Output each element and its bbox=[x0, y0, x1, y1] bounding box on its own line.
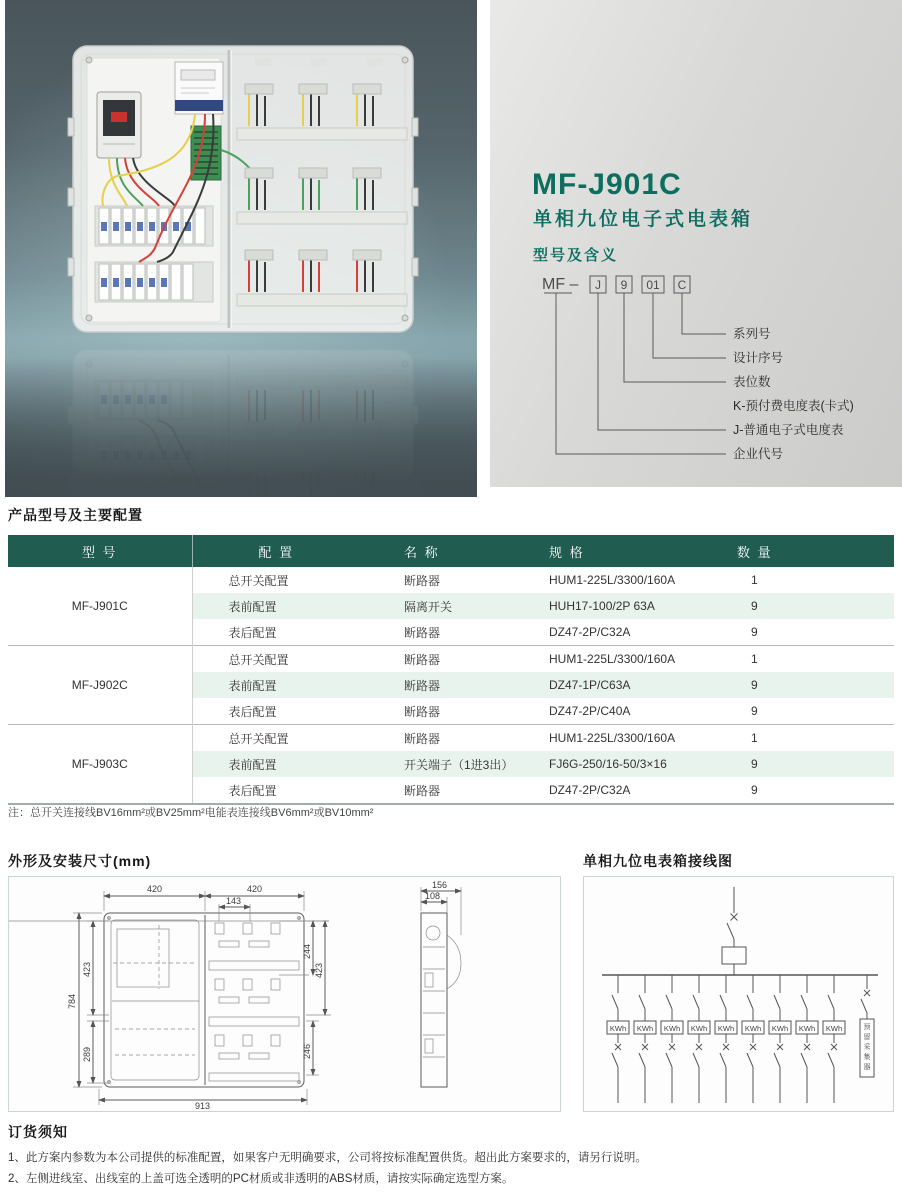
code-label-series: 系列号 bbox=[733, 327, 771, 341]
meter-label: KWh bbox=[690, 1024, 708, 1033]
meter-branch bbox=[796, 975, 818, 1103]
product-photo bbox=[5, 0, 477, 497]
qty-cell: 9 bbox=[751, 704, 758, 718]
ordering-notes bbox=[8, 1148, 647, 1190]
config-cell: 表前配置 bbox=[192, 593, 402, 619]
code-box-01: 01 bbox=[646, 278, 660, 292]
code-label-j-type: J-普通电子式电度表 bbox=[733, 423, 844, 437]
dimensions-svg bbox=[9, 877, 560, 1111]
meter-label: KWh bbox=[636, 1024, 654, 1033]
col-header-model: 型 号 bbox=[8, 535, 192, 567]
spec-cell: DZ47-1P/C63A bbox=[547, 672, 737, 698]
code-prefix: MF – bbox=[542, 276, 579, 293]
config-table-body bbox=[8, 567, 894, 804]
table-row bbox=[8, 725, 894, 752]
spec-cell: DZ47-2P/C40A bbox=[549, 704, 631, 718]
dim-left-overall: 784 bbox=[67, 993, 77, 1009]
qty-cell: 9 bbox=[751, 625, 758, 639]
qty-cell: 1 bbox=[737, 725, 894, 752]
meter-label: KWh bbox=[744, 1024, 762, 1033]
code-box-J: J bbox=[595, 278, 601, 292]
model-cell: MF-J903C bbox=[8, 725, 192, 805]
ordering-note-1: 1、此方案内参数为本公司提供的标准配置，如果客户无明确要求，公司将按标准配置供货。超出此方案要求的，请另行说明。 bbox=[8, 1152, 647, 1164]
col-header-spec: 规 格 bbox=[547, 535, 737, 567]
meter-branch bbox=[769, 975, 791, 1103]
dim-side-body: 108 bbox=[425, 891, 441, 901]
ordering-note-2: 2、左侧进线室、出线室的上盖可选全透明的PC材质或非透明的ABS材质，请按实际确定选型方案。 bbox=[8, 1173, 514, 1185]
qty-cell: 9 bbox=[751, 783, 758, 797]
dimensions-section-title: 外形及安装尺寸(mm) bbox=[8, 853, 152, 869]
dim-bottom: 913 bbox=[195, 1101, 211, 1111]
config-cell: 总开关配置 bbox=[192, 646, 402, 673]
model-code-diagram bbox=[530, 268, 890, 473]
name-cell: 开关端子（1进3出） bbox=[402, 751, 547, 777]
col-header-qty: 数 量 bbox=[737, 535, 894, 567]
name-cell: 断路器 bbox=[404, 625, 441, 640]
meter-branch bbox=[823, 975, 845, 1103]
wiring-diagram bbox=[583, 876, 894, 1112]
meter-label: KWh bbox=[663, 1024, 681, 1033]
qty-cell: 1 bbox=[751, 573, 758, 587]
spec-cell: FJ6G-250/16-50/3×16 bbox=[547, 751, 737, 777]
meter-branch bbox=[688, 975, 710, 1103]
model-cell: MF-J901C bbox=[8, 567, 192, 646]
dim-top-right: 420 bbox=[247, 884, 263, 894]
qty-cell: 1 bbox=[737, 646, 894, 673]
col-header-name: 名 称 bbox=[402, 535, 547, 567]
config-cell: 表前配置 bbox=[192, 672, 402, 698]
table-header-row bbox=[8, 535, 894, 567]
wiring-section-title: 单相九位电表箱接线图 bbox=[583, 853, 733, 869]
meter-label: KWh bbox=[771, 1024, 789, 1033]
name-cell: 断路器 bbox=[404, 573, 441, 588]
name-cell: 断路器 bbox=[402, 646, 547, 673]
spec-cell: DZ47-2P/C32A bbox=[549, 783, 631, 797]
config-section-title: 产品型号及主要配置 bbox=[8, 507, 143, 523]
code-box-9: 9 bbox=[620, 278, 628, 292]
meter-branch bbox=[607, 975, 629, 1103]
table-row bbox=[8, 646, 894, 673]
meter-label: KWh bbox=[798, 1024, 816, 1033]
config-cell: 表后配置 bbox=[228, 704, 277, 719]
name-cell: 断路器 bbox=[404, 704, 441, 719]
dim-side-depth: 156 bbox=[432, 880, 448, 890]
collector-label: 预留采集器 bbox=[863, 1024, 871, 1071]
table-note: 注：总开关连接线BV16mm²或BV25mm²电能表连接线BV6mm²或BV10mm² bbox=[8, 807, 374, 819]
meter-box-photo-art bbox=[5, 0, 477, 497]
dim-left-upper: 423 bbox=[82, 961, 92, 977]
dim-right-upper: 244 bbox=[302, 943, 312, 959]
spec-cell: DZ47-2P/C32A bbox=[549, 625, 631, 639]
code-box-C: C bbox=[677, 278, 687, 292]
dim-right-lower: 246 bbox=[302, 1043, 312, 1059]
spec-cell: HUH17-100/2P 63A bbox=[547, 593, 737, 619]
config-cell: 总开关配置 bbox=[228, 573, 289, 588]
meter-branch bbox=[715, 975, 737, 1103]
spec-cell: HUM1-225L/3300/160A bbox=[547, 725, 737, 752]
spec-cell: HUM1-225L/3300/160A bbox=[547, 646, 737, 673]
config-table bbox=[8, 535, 894, 805]
product-subtitle: 单相九位电子式电表箱 bbox=[533, 209, 754, 230]
qty-cell: 9 bbox=[737, 672, 894, 698]
meter-branch bbox=[634, 975, 656, 1103]
qty-cell: 9 bbox=[737, 593, 894, 619]
meter-label: KWh bbox=[825, 1024, 843, 1033]
code-label-company: 企业代号 bbox=[733, 447, 784, 461]
table-row bbox=[8, 567, 894, 593]
model-meaning-title: 型号及含义 bbox=[533, 247, 619, 264]
dim-left-lower: 289 bbox=[82, 1046, 92, 1062]
name-cell: 断路器 bbox=[402, 672, 547, 698]
config-cell: 表后配置 bbox=[228, 625, 277, 640]
dim-top-holes: 143 bbox=[226, 896, 242, 906]
code-label-k-type: K-预付费电度表(卡式) bbox=[733, 399, 854, 413]
model-cell: MF-J902C bbox=[8, 646, 192, 725]
name-cell: 隔离开关 bbox=[402, 593, 547, 619]
spec-cell: HUM1-225L/3300/160A bbox=[549, 573, 676, 587]
meter-branch bbox=[661, 975, 683, 1103]
qty-cell: 9 bbox=[737, 751, 894, 777]
code-label-positions: 表位数 bbox=[733, 375, 771, 389]
dim-right-mid: 423 bbox=[314, 962, 324, 978]
code-label-design-no: 设计序号 bbox=[733, 351, 784, 365]
meter-label: KWh bbox=[717, 1024, 735, 1033]
config-cell: 总开关配置 bbox=[192, 725, 402, 752]
col-header-config: 配 置 bbox=[192, 535, 402, 567]
config-cell: 表前配置 bbox=[192, 751, 402, 777]
name-cell: 断路器 bbox=[402, 725, 547, 752]
collector-branch bbox=[860, 975, 874, 1077]
dim-top-left: 420 bbox=[147, 884, 163, 894]
meter-branch bbox=[742, 975, 764, 1103]
dimensions-drawing bbox=[8, 876, 561, 1112]
meter-label: KWh bbox=[609, 1024, 627, 1033]
name-cell: 断路器 bbox=[404, 783, 441, 798]
product-model-title: MF-J901C bbox=[532, 168, 682, 201]
wiring-svg bbox=[584, 877, 893, 1111]
ordering-title: 订货须知 bbox=[8, 1124, 68, 1140]
product-info-panel bbox=[490, 0, 902, 487]
config-cell: 表后配置 bbox=[228, 783, 277, 798]
